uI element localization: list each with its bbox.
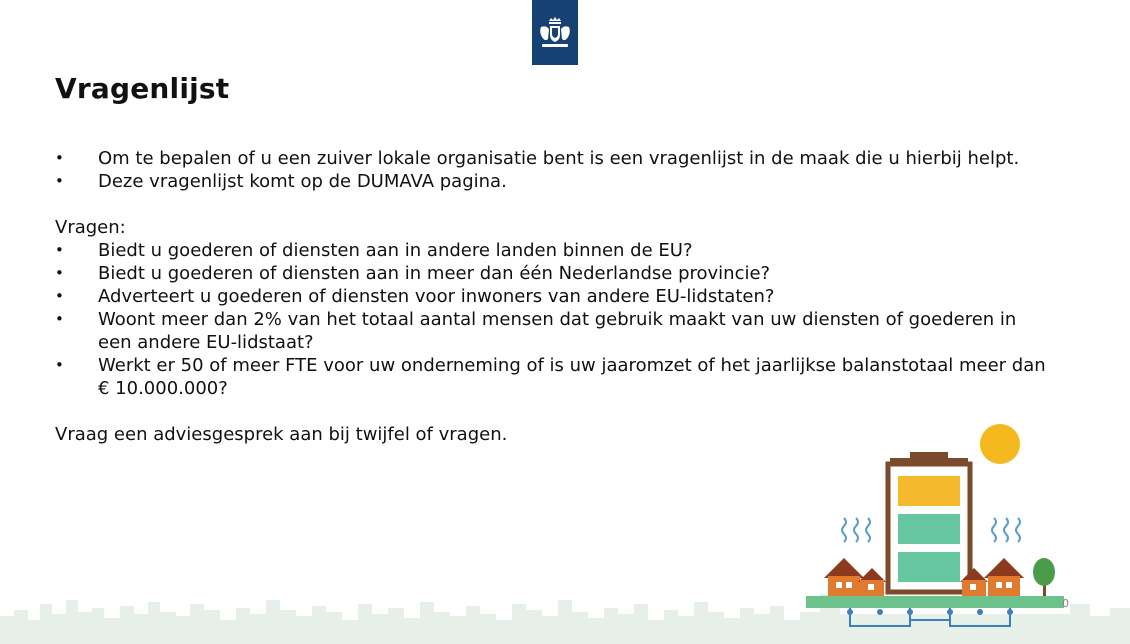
- question-item: • Woont meer dan 2% van het totaal aantal mensen dat gebruik maakt van uw diensten of goederen in een andere EU-lidstaat?: [55, 308, 1055, 354]
- houses-left-icon: [824, 558, 886, 596]
- questions-heading: Vragen:: [55, 217, 126, 238]
- tree-icon: [1033, 558, 1055, 586]
- intro-list: [55, 147, 1055, 193]
- page-number: 0: [1062, 597, 1069, 610]
- question-item: • Biedt u goederen of diensten aan in meer dan één Nederlandse provincie?: [55, 262, 1055, 285]
- sun-icon: [980, 424, 1020, 464]
- rijksoverheid-logo: [532, 0, 578, 65]
- intro-bullet: • Om te bepalen of u een zuiver lokale organisatie bent is een vragenlijst in de maak die u hierbij helpt.: [55, 147, 1055, 170]
- coat-of-arms-icon: [538, 17, 572, 49]
- closing-text: Vraag een adviesgesprek aan bij twijfel of vragen.: [55, 424, 508, 445]
- slide-body: [55, 147, 1055, 446]
- intro-bullet: • Deze vragenlijst komt op de DUMAVA pagina.: [55, 170, 1055, 193]
- battery-city-illustration: [800, 420, 1070, 644]
- question-item: • Werkt er 50 of meer FTE voor uw onderneming of is uw jaaromzet of het jaarlijkse balanstotaal meer dan € 10.000.000?: [55, 354, 1055, 400]
- question-item: • Biedt u goederen of diensten aan in andere landen binnen de EU?: [55, 239, 1055, 262]
- slide-title: Vragenlijst: [55, 72, 230, 105]
- questions-list: [55, 239, 1055, 400]
- question-item: • Adverteert u goederen of diensten voor inwoners van andere EU-lidstaten?: [55, 285, 1055, 308]
